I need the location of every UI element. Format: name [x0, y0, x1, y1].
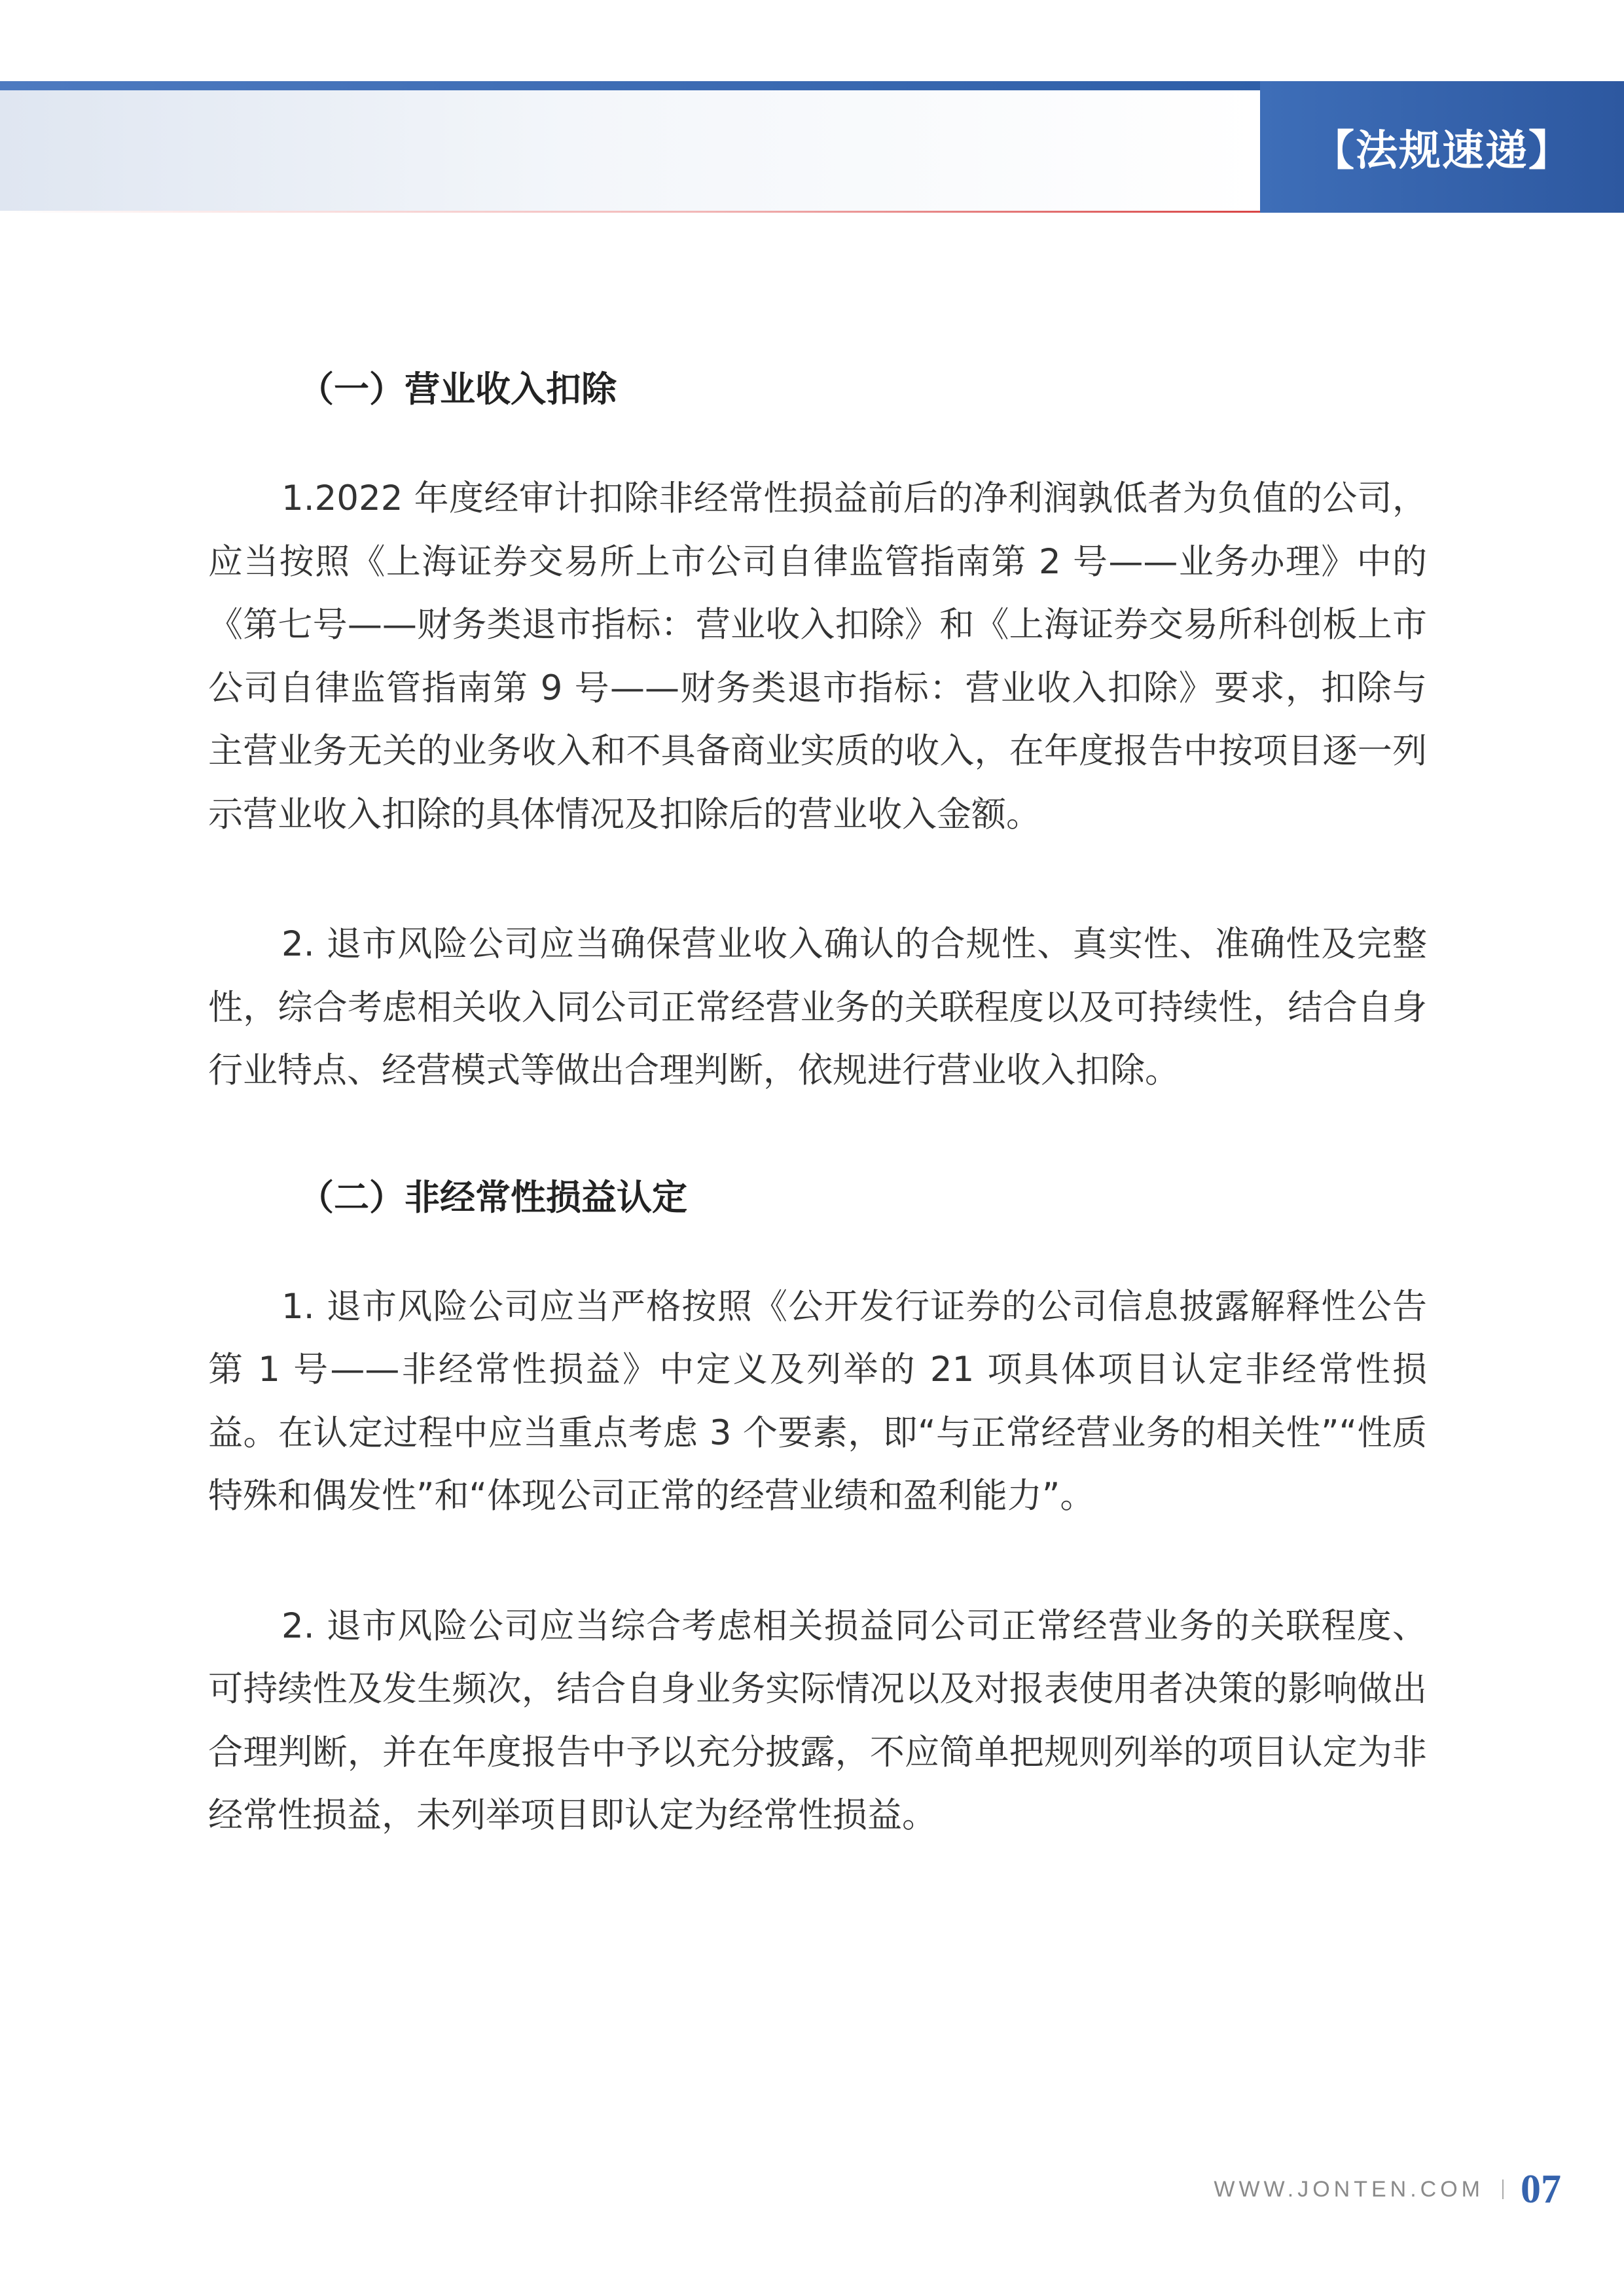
paragraph: 2. 退市风险公司应当确保营业收入确认的合规性、真实性、准确性及完整性，综合考虑相关收入同公司正常经营业务的关联程度以及可持续性，结合自身行业特点、经营模式等做出合理判断，依规进行营业收入扣除。	[208, 924, 1427, 1090]
paragraph: 1.2022 年度经审计扣除非经常性损益前后的净利润孰低者为负值的公司，应当按照《上海证券交易所上市公司自律监管指南第 2 号——业务办理》中的《第七号——财务类退市指标：营业收入扣除》和《上海证券交易所科创板上市公司自律监管指南第 9 号——财务类退市指标：营业收入扣除》要求，扣除与主营业务无关的业务收入和不具备商业实质的收入，在年度报告中按项目逐一列示营业收入扣除的具体情况及扣除后的营业收入金额。	[208, 478, 1427, 834]
section-tag-label: 【法规速递】	[1312, 126, 1572, 175]
website-link[interactable]: WWW.JONTEN.COM	[1214, 2176, 1484, 2202]
section-heading: （一）营业收入扣除	[298, 368, 617, 410]
article-body	[208, 353, 1427, 1848]
page-number: 07	[1521, 2166, 1561, 2212]
paragraph: 2. 退市风险公司应当综合考虑相关损益同公司正常经营业务的关联程度、可持续性及发生频次，结合自身业务实际情况以及对报表使用者决策的影响做出合理判断，并在年度报告中予以充分披露，不应简单把规则列举的项目认定为非经常性损益，未列举项目即认定为经常性损益。	[208, 1605, 1427, 1835]
header-top-line	[0, 81, 1260, 90]
header-red-line	[0, 211, 1260, 213]
footer-divider	[1502, 2179, 1504, 2199]
header-band	[0, 81, 1260, 212]
page-footer	[1214, 2163, 1561, 2215]
paragraph: 1. 退市风险公司应当严格按照《公开发行证券的公司信息披露解释性公告第 1 号——非经常性损益》中定义及列举的 21 项具体项目认定非经常性损益。在认定过程中应当重点考虑 3 个要素，即“与正常经营业务的相关性”“性质特殊和偶发性”和“体现公司正常的经营业绩和盈利能力”。	[208, 1286, 1427, 1516]
section-heading: （二）非经常性损益认定	[298, 1176, 687, 1218]
section-tag	[1260, 81, 1624, 213]
